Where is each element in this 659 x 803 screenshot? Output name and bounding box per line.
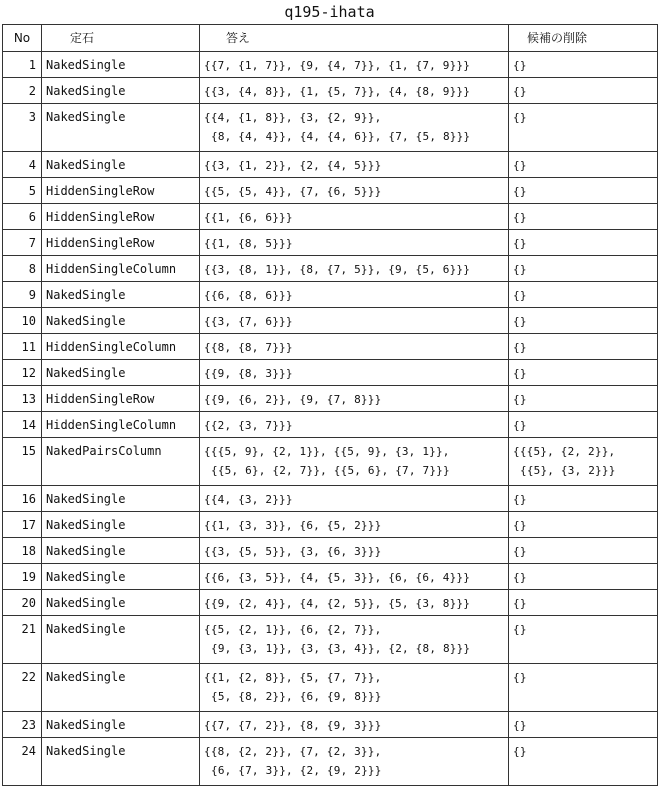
row-removal — [509, 616, 658, 664]
table-row — [3, 590, 658, 616]
table-row — [3, 308, 658, 334]
removal-line: {} — [513, 315, 527, 328]
row-number: 16 — [3, 486, 42, 512]
answer-line: {8, {4, 4}}, {4, {4, 6}}, {7, {5, 8}}} — [211, 130, 471, 143]
removal-line: {} — [513, 571, 527, 584]
answer-line: {{8, {8, 7}}} — [204, 341, 293, 354]
table-row — [3, 230, 658, 256]
table-row — [3, 256, 658, 282]
row-technique: HiddenSingleRow — [42, 386, 200, 412]
row-number: 4 — [3, 152, 42, 178]
answer-line: {{1, {6, 6}}} — [204, 211, 293, 224]
row-removal — [509, 564, 658, 590]
table-row — [3, 412, 658, 438]
row-technique: HiddenSingleRow — [42, 178, 200, 204]
row-removal — [509, 438, 658, 486]
table-row — [3, 512, 658, 538]
row-answer — [200, 412, 509, 438]
row-technique: NakedPairsColumn — [42, 438, 200, 486]
answer-line: {{9, {8, 3}}} — [204, 367, 293, 380]
header-no: No — [3, 25, 42, 52]
row-answer — [200, 738, 509, 786]
answer-line: {{7, {7, 2}}, {8, {9, 3}}} — [204, 719, 382, 732]
table-row — [3, 438, 658, 486]
row-answer — [200, 564, 509, 590]
row-answer — [200, 78, 509, 104]
row-removal — [509, 78, 658, 104]
removal-line: {} — [513, 393, 527, 406]
row-removal — [509, 230, 658, 256]
row-technique: HiddenSingleColumn — [42, 334, 200, 360]
row-number: 17 — [3, 512, 42, 538]
answer-line: {{1, {3, 3}}, {6, {5, 2}}} — [204, 519, 382, 532]
row-removal — [509, 664, 658, 712]
answer-line: {{{5, 9}, {2, 1}}, {{5, 9}, {3, 1}}, — [204, 445, 450, 458]
row-removal — [509, 52, 658, 78]
row-number: 11 — [3, 334, 42, 360]
table-row — [3, 712, 658, 738]
removal-line: {} — [513, 59, 527, 72]
answer-line: {9, {3, 1}}, {3, {3, 4}}, {2, {8, 8}}} — [211, 642, 471, 655]
row-answer — [200, 178, 509, 204]
answer-line: {{4, {3, 2}}} — [204, 493, 293, 506]
row-answer — [200, 308, 509, 334]
row-technique: NakedSingle — [42, 282, 200, 308]
table-row — [3, 616, 658, 664]
answer-line: {{6, {3, 5}}, {4, {5, 3}}, {6, {6, 4}}} — [204, 571, 471, 584]
row-removal — [509, 512, 658, 538]
removal-line: {} — [513, 493, 527, 506]
row-answer — [200, 538, 509, 564]
row-technique: HiddenSingleColumn — [42, 412, 200, 438]
answer-line: {{7, {1, 7}}, {9, {4, 7}}, {1, {7, 9}}} — [204, 59, 471, 72]
answer-line: {{6, {8, 6}}} — [204, 289, 293, 302]
row-number: 15 — [3, 438, 42, 486]
table-row — [3, 78, 658, 104]
row-technique: NakedSingle — [42, 590, 200, 616]
removal-line: {} — [513, 671, 527, 684]
removal-line: {} — [513, 211, 527, 224]
row-technique: NakedSingle — [42, 712, 200, 738]
answer-line: {{9, {2, 4}}, {4, {2, 5}}, {5, {3, 8}}} — [204, 597, 471, 610]
row-number: 20 — [3, 590, 42, 616]
removal-line: {} — [513, 111, 527, 124]
table-row — [3, 486, 658, 512]
row-removal — [509, 712, 658, 738]
row-technique: NakedSingle — [42, 512, 200, 538]
row-technique: NakedSingle — [42, 664, 200, 712]
removal-line: {} — [513, 545, 527, 558]
table-row — [3, 204, 658, 230]
row-removal — [509, 282, 658, 308]
answer-line: {{1, {8, 5}}} — [204, 237, 293, 250]
header-answer: 答え — [200, 25, 509, 52]
row-number: 13 — [3, 386, 42, 412]
solution-table — [2, 24, 658, 786]
row-number: 21 — [3, 616, 42, 664]
row-answer — [200, 486, 509, 512]
row-answer — [200, 256, 509, 282]
removal-line: {{{5}, {2, 2}}, — [513, 445, 616, 458]
row-number: 18 — [3, 538, 42, 564]
row-number: 24 — [3, 738, 42, 786]
row-number: 2 — [3, 78, 42, 104]
table-row — [3, 104, 658, 152]
row-number: 23 — [3, 712, 42, 738]
row-answer — [200, 664, 509, 712]
answer-line: {{9, {6, 2}}, {9, {7, 8}}} — [204, 393, 382, 406]
removal-line: {} — [513, 289, 527, 302]
table-row — [3, 664, 658, 712]
answer-line: {{3, {4, 8}}, {1, {5, 7}}, {4, {8, 9}}} — [204, 85, 471, 98]
row-number: 6 — [3, 204, 42, 230]
row-technique: HiddenSingleRow — [42, 230, 200, 256]
answer-line: {{3, {5, 5}}, {3, {6, 3}}} — [204, 545, 382, 558]
table-row — [3, 386, 658, 412]
table-row — [3, 738, 658, 786]
row-removal — [509, 486, 658, 512]
table-row — [3, 52, 658, 78]
answer-line: {{2, {3, 7}}} — [204, 419, 293, 432]
row-answer — [200, 152, 509, 178]
row-number: 5 — [3, 178, 42, 204]
row-technique: NakedSingle — [42, 538, 200, 564]
row-number: 19 — [3, 564, 42, 590]
row-technique: NakedSingle — [42, 486, 200, 512]
removal-line: {} — [513, 185, 527, 198]
removal-line: {} — [513, 745, 527, 758]
table-row — [3, 152, 658, 178]
row-technique: NakedSingle — [42, 360, 200, 386]
row-removal — [509, 308, 658, 334]
row-answer — [200, 52, 509, 78]
row-technique: NakedSingle — [42, 152, 200, 178]
answer-line: {{5, 6}, {2, 7}}, {{5, 6}, {7, 7}}} — [211, 464, 450, 477]
row-removal — [509, 360, 658, 386]
row-answer — [200, 616, 509, 664]
row-answer — [200, 104, 509, 152]
row-technique: NakedSingle — [42, 564, 200, 590]
row-technique: NakedSingle — [42, 738, 200, 786]
row-removal — [509, 386, 658, 412]
removal-line: {} — [513, 85, 527, 98]
answer-line: {{3, {1, 2}}, {2, {4, 5}}} — [204, 159, 382, 172]
answer-line: {{3, {8, 1}}, {8, {7, 5}}, {9, {5, 6}}} — [204, 263, 471, 276]
row-removal — [509, 738, 658, 786]
row-answer — [200, 230, 509, 256]
removal-line: {} — [513, 597, 527, 610]
row-technique: NakedSingle — [42, 78, 200, 104]
answer-line: {{1, {2, 8}}, {5, {7, 7}}, — [204, 671, 382, 684]
row-number: 14 — [3, 412, 42, 438]
row-number: 22 — [3, 664, 42, 712]
row-removal — [509, 204, 658, 230]
row-answer — [200, 204, 509, 230]
row-answer — [200, 360, 509, 386]
table-header-row — [3, 25, 658, 52]
row-technique: NakedSingle — [42, 308, 200, 334]
row-number: 7 — [3, 230, 42, 256]
row-technique: HiddenSingleColumn — [42, 256, 200, 282]
row-answer — [200, 712, 509, 738]
row-answer — [200, 334, 509, 360]
row-removal — [509, 104, 658, 152]
table-row — [3, 334, 658, 360]
row-technique: HiddenSingleRow — [42, 204, 200, 230]
row-removal — [509, 590, 658, 616]
table-row — [3, 178, 658, 204]
row-answer — [200, 282, 509, 308]
removal-line: {} — [513, 237, 527, 250]
row-answer — [200, 386, 509, 412]
row-removal — [509, 538, 658, 564]
answer-line: {{3, {7, 6}}} — [204, 315, 293, 328]
row-answer — [200, 438, 509, 486]
row-number: 9 — [3, 282, 42, 308]
removal-line: {} — [513, 159, 527, 172]
row-removal — [509, 256, 658, 282]
removal-line: {{5}, {3, 2}}} — [520, 464, 616, 477]
removal-line: {} — [513, 519, 527, 532]
table-row — [3, 360, 658, 386]
header-technique: 定石 — [42, 25, 200, 52]
row-answer — [200, 590, 509, 616]
row-removal — [509, 152, 658, 178]
answer-line: {{5, {2, 1}}, {6, {2, 7}}, — [204, 623, 382, 636]
answer-line: {6, {7, 3}}, {2, {9, 2}}} — [211, 764, 382, 777]
row-number: 8 — [3, 256, 42, 282]
answer-line: {5, {8, 2}}, {6, {9, 8}}} — [211, 690, 382, 703]
table-row — [3, 538, 658, 564]
row-removal — [509, 412, 658, 438]
header-removal: 候補の削除 — [509, 25, 658, 52]
answer-line: {{4, {1, 8}}, {3, {2, 9}}, — [204, 111, 382, 124]
row-removal — [509, 178, 658, 204]
removal-line: {} — [513, 719, 527, 732]
answer-line: {{5, {5, 4}}, {7, {6, 5}}} — [204, 185, 382, 198]
removal-line: {} — [513, 341, 527, 354]
removal-line: {} — [513, 263, 527, 276]
removal-line: {} — [513, 367, 527, 380]
row-technique: NakedSingle — [42, 616, 200, 664]
row-number: 1 — [3, 52, 42, 78]
row-number: 12 — [3, 360, 42, 386]
removal-line: {} — [513, 419, 527, 432]
removal-line: {} — [513, 623, 527, 636]
row-number: 10 — [3, 308, 42, 334]
row-number: 3 — [3, 104, 42, 152]
table-row — [3, 282, 658, 308]
row-removal — [509, 334, 658, 360]
row-technique: NakedSingle — [42, 104, 200, 152]
answer-line: {{8, {2, 2}}, {7, {2, 3}}, — [204, 745, 382, 758]
page-title: q195-ihata — [284, 3, 375, 21]
table-row — [3, 564, 658, 590]
row-answer — [200, 512, 509, 538]
row-technique: NakedSingle — [42, 52, 200, 78]
